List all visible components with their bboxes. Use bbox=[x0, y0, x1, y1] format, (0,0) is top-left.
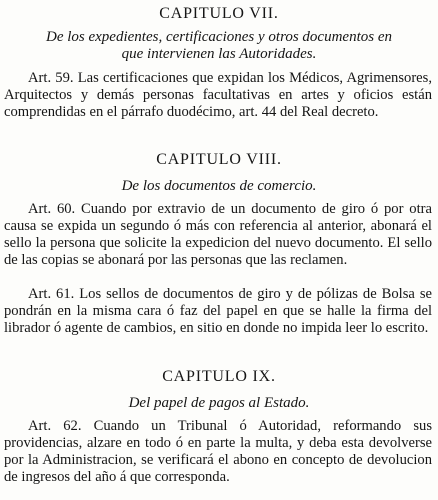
article-61: Art. 61. Los sellos de documentos de giro y de pólizas de Bolsa se pondrán en la misma cara ó faz del papel en que se halle la firma del librador ó agente de cambios, en sitio en donde no impida leer lo escrito. bbox=[4, 286, 432, 336]
article-60: Art. 60. Cuando por extravio de un documento de giro ó por otra causa se expida un segundo ó más con referencia al anterior, abonará el sello la persona que solicite la expedicion del nuevo documento. El sello de las copias se abonará por las personas que las reclamen. bbox=[4, 201, 432, 268]
article-59: Art. 59. Las certificaciones que expidan los Médicos, Agrimensores, Arquitectos y demás personas facultativas en artes y oficios están comprendidas en el párrafo duodécimo, art. 44 del Real decreto. bbox=[4, 70, 432, 120]
article-62: Art. 62. Cuando un Tribunal ó Autoridad, reformando sus providencias, alzare en todo ó en parte la multa, y deba esta devolverse por la Administracion, se verificará el abono en concepto de devolucion de ingresos del año á que corresponda. bbox=[4, 418, 432, 485]
chapter-viii-subtitle: De los documentos de comercio. bbox=[121, 178, 317, 194]
chapter-ix-heading: CAPITULO IX. bbox=[162, 368, 276, 385]
chapter-vii-subtitle-line-1: De los expedientes, certificaciones y otros documentos en bbox=[45, 29, 392, 45]
chapter-ix-subtitle: Del papel de pagos al Estado. bbox=[128, 395, 310, 411]
chapter-vii-subtitle bbox=[0, 29, 438, 63]
chapter-vii-subtitle-line-2: que intervienen las Autoridades. bbox=[121, 46, 317, 62]
chapter-vii-heading: CAPITULO VII. bbox=[159, 5, 279, 22]
chapter-viii-heading: CAPITULO VIII. bbox=[156, 151, 282, 168]
